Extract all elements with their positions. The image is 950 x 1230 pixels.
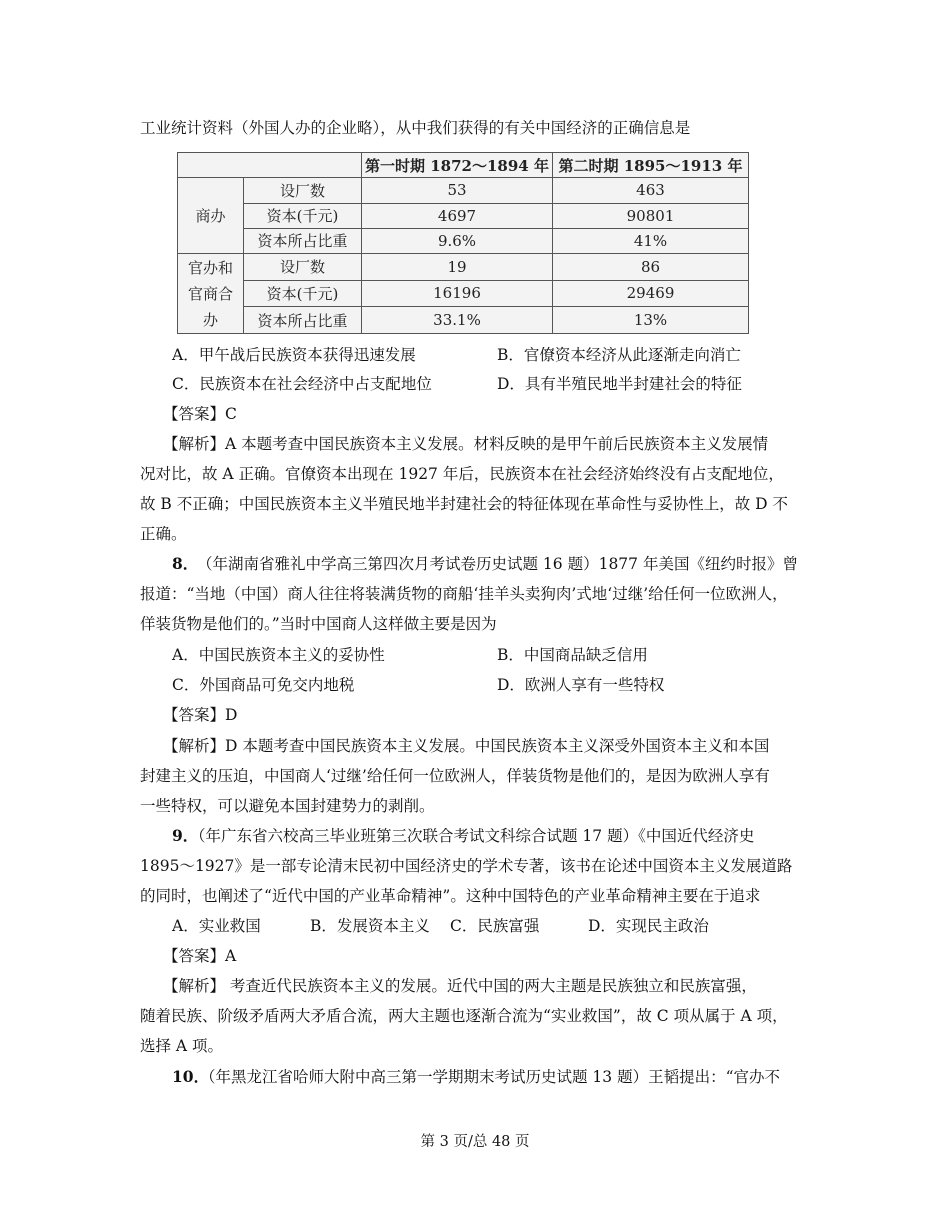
analysis-line: 【解析】A 本题考查中国民族资本主义发展。材料反映的是甲午前后民族资本主义发展情 bbox=[163, 435, 769, 453]
question-stem: 1895～1927》是一部专论清末民初中国经济史的学术专著，该书在论述中国资本主义发展道路 bbox=[140, 857, 793, 875]
table-cell: 4697 bbox=[362, 203, 553, 228]
analysis-line: 况对比，故 A 正确。官僚资本出现在 1927 年后，民族资本在社会经济始终没有占支配地位， bbox=[140, 465, 784, 483]
question-number: 8． bbox=[172, 554, 199, 573]
answer: 【答案】A bbox=[163, 947, 237, 965]
table-cell: 设厂数 bbox=[244, 254, 362, 281]
table-cell: 设厂数 bbox=[244, 178, 362, 203]
table-row bbox=[178, 178, 749, 203]
group-label: 官办和官商合办 bbox=[178, 254, 244, 334]
question-stem: （年黑龙江省哈师大附中高三第一学期期末考试历史试题 13 题）王韬提出：“官办不 bbox=[200, 1068, 781, 1086]
question-stem: （年湖南省雅礼中学高三第四次月考试卷历史试题 16 题）1877 年美国《纽约时报》曾 bbox=[197, 555, 798, 573]
statistics-table bbox=[177, 152, 749, 334]
analysis-line: 随着民族、阶级矛盾两大矛盾合流，两大主题也逐渐合流为“实业救国”，故 C 项从属于 A 项， bbox=[140, 1007, 788, 1025]
table-cell: 资本所占比重 bbox=[244, 228, 362, 253]
table-cell: 29469 bbox=[553, 280, 749, 307]
table-cell: 86 bbox=[553, 254, 749, 281]
option-a: A．甲午战后民族资本获得迅速发展 bbox=[172, 346, 416, 364]
table-cell: 41% bbox=[553, 228, 749, 253]
question-number: 10． bbox=[172, 1067, 210, 1086]
answer: 【答案】C bbox=[163, 405, 237, 423]
question-stem: 佯装货物是他们的。”当时中国商人这样做主要是因为 bbox=[140, 615, 497, 633]
table-row bbox=[178, 254, 749, 281]
option-a: A．实业救国 bbox=[172, 917, 261, 935]
table-cell: 33.1% bbox=[362, 307, 553, 334]
option-d: D．具有半殖民地半封建社会的特征 bbox=[497, 375, 742, 393]
table-row bbox=[178, 280, 749, 307]
question-stem: 的同时，也阐述了“近代中国的产业革命精神”。这种中国特色的产业革命精神主要在于追求 bbox=[140, 887, 761, 905]
option-d: D．实现民主政治 bbox=[588, 917, 709, 935]
question-number: 9． bbox=[172, 826, 199, 845]
table-cell: 90801 bbox=[553, 203, 749, 228]
analysis-line: 【解析】D 本题考查中国民族资本主义发展。中国民族资本主义深受外国资本主义和本国 bbox=[163, 737, 770, 755]
option-c: C．民族富强 bbox=[450, 917, 540, 935]
analysis-line: 一些特权，可以避免本国封建势力的剥削。 bbox=[140, 797, 435, 815]
analysis-line: 故 B 不正确；中国民族资本主义半殖民地半封建社会的特征体现在革命性与妥协性上，故 D 不 bbox=[140, 495, 789, 513]
table-cell: 53 bbox=[362, 178, 553, 203]
table-cell: 9.6% bbox=[362, 228, 553, 253]
analysis-line: 选择 A 项。 bbox=[140, 1037, 224, 1055]
answer: 【答案】D bbox=[163, 706, 238, 724]
table-header-cell: 第一时期 1872～1894 年 bbox=[362, 153, 553, 178]
option-b: B．中国商品缺乏信用 bbox=[497, 646, 648, 664]
table-cell: 13% bbox=[553, 307, 749, 334]
table-cell: 资本所占比重 bbox=[244, 307, 362, 334]
option-b: B．官僚资本经济从此逐渐走向消亡 bbox=[497, 346, 741, 364]
group-label: 商办 bbox=[178, 178, 244, 254]
option-c: C．外国商品可免交内地税 bbox=[172, 676, 355, 694]
analysis-line: 【解析】 考查近代民族资本主义的发展。近代中国的两大主题是民族独立和民族富强， bbox=[163, 977, 757, 995]
page-footer: 第 3 页/总 48 页 bbox=[420, 1134, 530, 1150]
question-stem: （年广东省六校高三毕业班第三次联合考试文科综合试题 17 题）《中国近代经济史 bbox=[190, 827, 755, 845]
table-header-cell: 第二时期 1895～1913 年 bbox=[553, 153, 749, 178]
option-a: A．中国民族资本主义的妥协性 bbox=[172, 646, 385, 664]
table-cell: 463 bbox=[553, 178, 749, 203]
table-cell: 资本(千元) bbox=[244, 280, 362, 307]
table-row bbox=[178, 228, 749, 253]
table-cell: 资本(千元) bbox=[244, 203, 362, 228]
option-b: B．发展资本主义 bbox=[310, 917, 430, 935]
question-stem: 报道：“当地（中国）商人往往将装满货物的商船‘挂羊头卖狗肉’式地‘过继’给任何一位欧洲人， bbox=[140, 585, 788, 603]
option-c: C．民族资本在社会经济中占支配地位 bbox=[172, 375, 432, 393]
intro-line: 工业统计资料（外国人办的企业略），从中我们获得的有关中国经济的正确信息是 bbox=[140, 119, 691, 137]
table-row bbox=[178, 307, 749, 334]
table-cell: 16196 bbox=[362, 280, 553, 307]
table-header-row bbox=[178, 153, 749, 178]
analysis-line: 正确。 bbox=[140, 525, 187, 543]
table-row bbox=[178, 203, 749, 228]
analysis-line: 封建主义的压迫，中国商人‘过继’给任何一位欧洲人，佯装货物是他们的，是因为欧洲人享有 bbox=[140, 767, 770, 785]
option-d: D．欧洲人享有一些特权 bbox=[497, 676, 665, 694]
table-cell: 19 bbox=[362, 254, 553, 281]
table-header-cell bbox=[178, 153, 362, 178]
